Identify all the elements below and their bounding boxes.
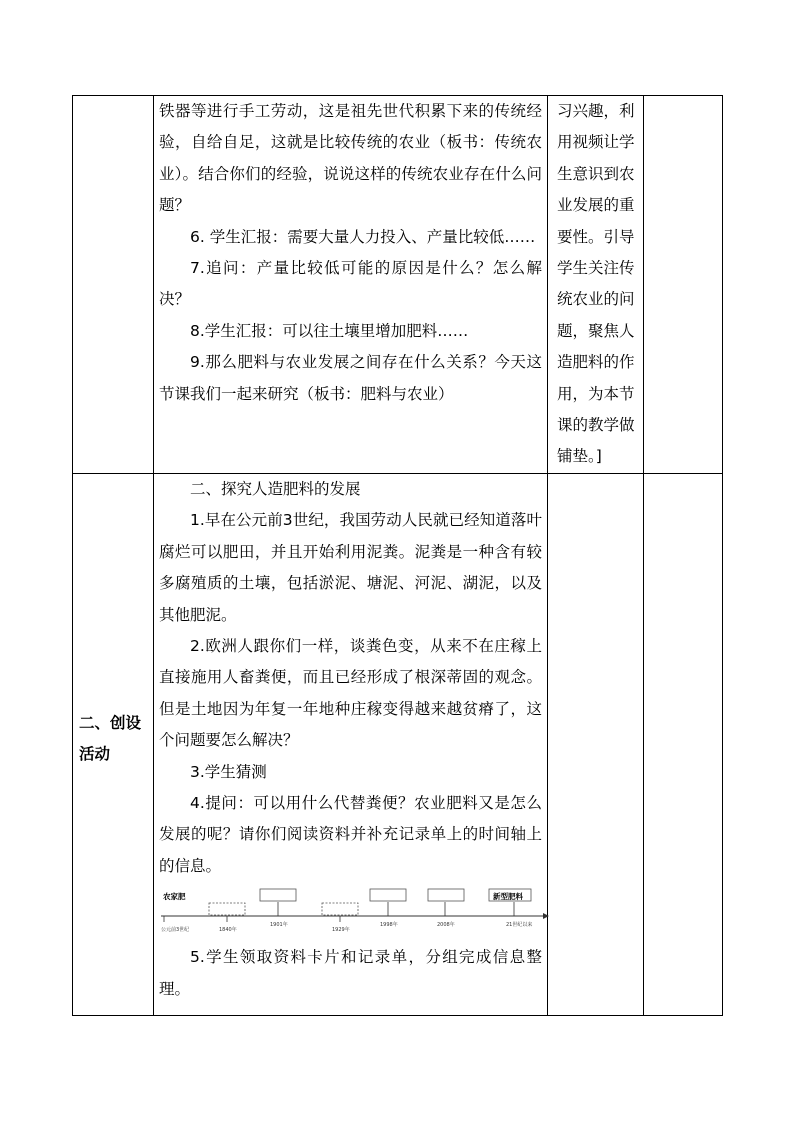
paragraph: 2.欧洲人跟你们一样，谈粪色变，从来不在庄稼上直接施用人畜粪便，而且已经形成了根深蒂固的观念。但是土地因为年复一年地种庄稼变得越来越贫瘠了，这个问题要怎么解决？ (159, 636, 542, 750)
paragraph: 6. 学生汇报：需要大量人力投入、产量比较低…… (190, 227, 536, 246)
paragraph: 9.那么肥料与农业发展之间存在什么关系？今天这节课我们一起来研究（板书：肥料与农业） (159, 353, 542, 403)
paragraph: 4.提问：可以用什么代替粪便？农业肥料又是怎么发展的呢？请你们阅读资料并补充记录单上的时间轴上的信息。 (159, 793, 542, 875)
stage-cell (73, 96, 154, 474)
timeline-tick-label: 公元前3世纪 (161, 927, 190, 934)
timeline-tick-label: 21世纪以来 (506, 922, 533, 929)
timeline-end-label: 新型肥料 (493, 892, 523, 902)
timeline-blank-box (209, 903, 245, 915)
remarks-cell (644, 473, 723, 1015)
content-cell (154, 96, 548, 474)
timeline-blank-box (260, 889, 296, 901)
timeline-tick-label: 2008年 (437, 922, 455, 929)
stage-label: 二、创设活动 (79, 713, 142, 763)
remarks-cell (644, 96, 723, 474)
timeline-blank-box (370, 889, 406, 901)
paragraph: 5.学生领取资料卡片和记录单，分组完成信息整理。 (159, 948, 542, 998)
timeline-tick-label: 1840年 (219, 927, 237, 934)
paragraph: 1.早在公元前3世纪，我国劳动人民就已经知道落叶腐烂可以肥田，并且开始利用泥粪。泥粪是一种含有较多腐殖质的土壤，包括淤泥、塘泥、河泥、湖泥，以及其他肥泥。 (159, 511, 542, 624)
timeline-blank-box (322, 903, 358, 915)
section-heading: 二、探究人造肥料的发展 (190, 479, 361, 498)
design-intent-cell (548, 473, 644, 1015)
fertilizer-timeline (159, 888, 549, 942)
content-cell (154, 473, 548, 1015)
paragraph: 8.学生汇报：可以往土壤里增加肥料…… (190, 321, 469, 340)
design-intent-cell (548, 96, 644, 474)
lesson-plan-table (72, 95, 723, 1016)
paragraph: 铁器等进行手工劳动，这是祖先世代积累下来的传统经验，自给自足，这就是比较传统的农业（板书：传统农业）。结合你们的经验，说说这样的传统农业存在什么问题？ (159, 102, 542, 215)
table-row (73, 473, 723, 1015)
timeline-tick-label: 1901年 (270, 922, 288, 929)
stage-cell (73, 473, 154, 1015)
paragraph: 7.追问：产量比较低可能的原因是什么？怎么解决？ (159, 259, 542, 309)
timeline-start-label: 农家肥 (163, 892, 186, 902)
timeline-tick-label: 1998年 (380, 922, 398, 929)
timeline-blank-box (428, 889, 464, 901)
paragraph: 3.学生猜测 (190, 762, 267, 781)
timeline-tick-label: 1929年 (332, 927, 350, 934)
design-intent-text: 习兴趣，利用视频让学生意识到农业发展的重要性。引导学生关注传统农业的问题，聚焦人造肥料的作用，为本节课的教学做铺垫。] (557, 102, 635, 466)
table-row (73, 96, 723, 474)
